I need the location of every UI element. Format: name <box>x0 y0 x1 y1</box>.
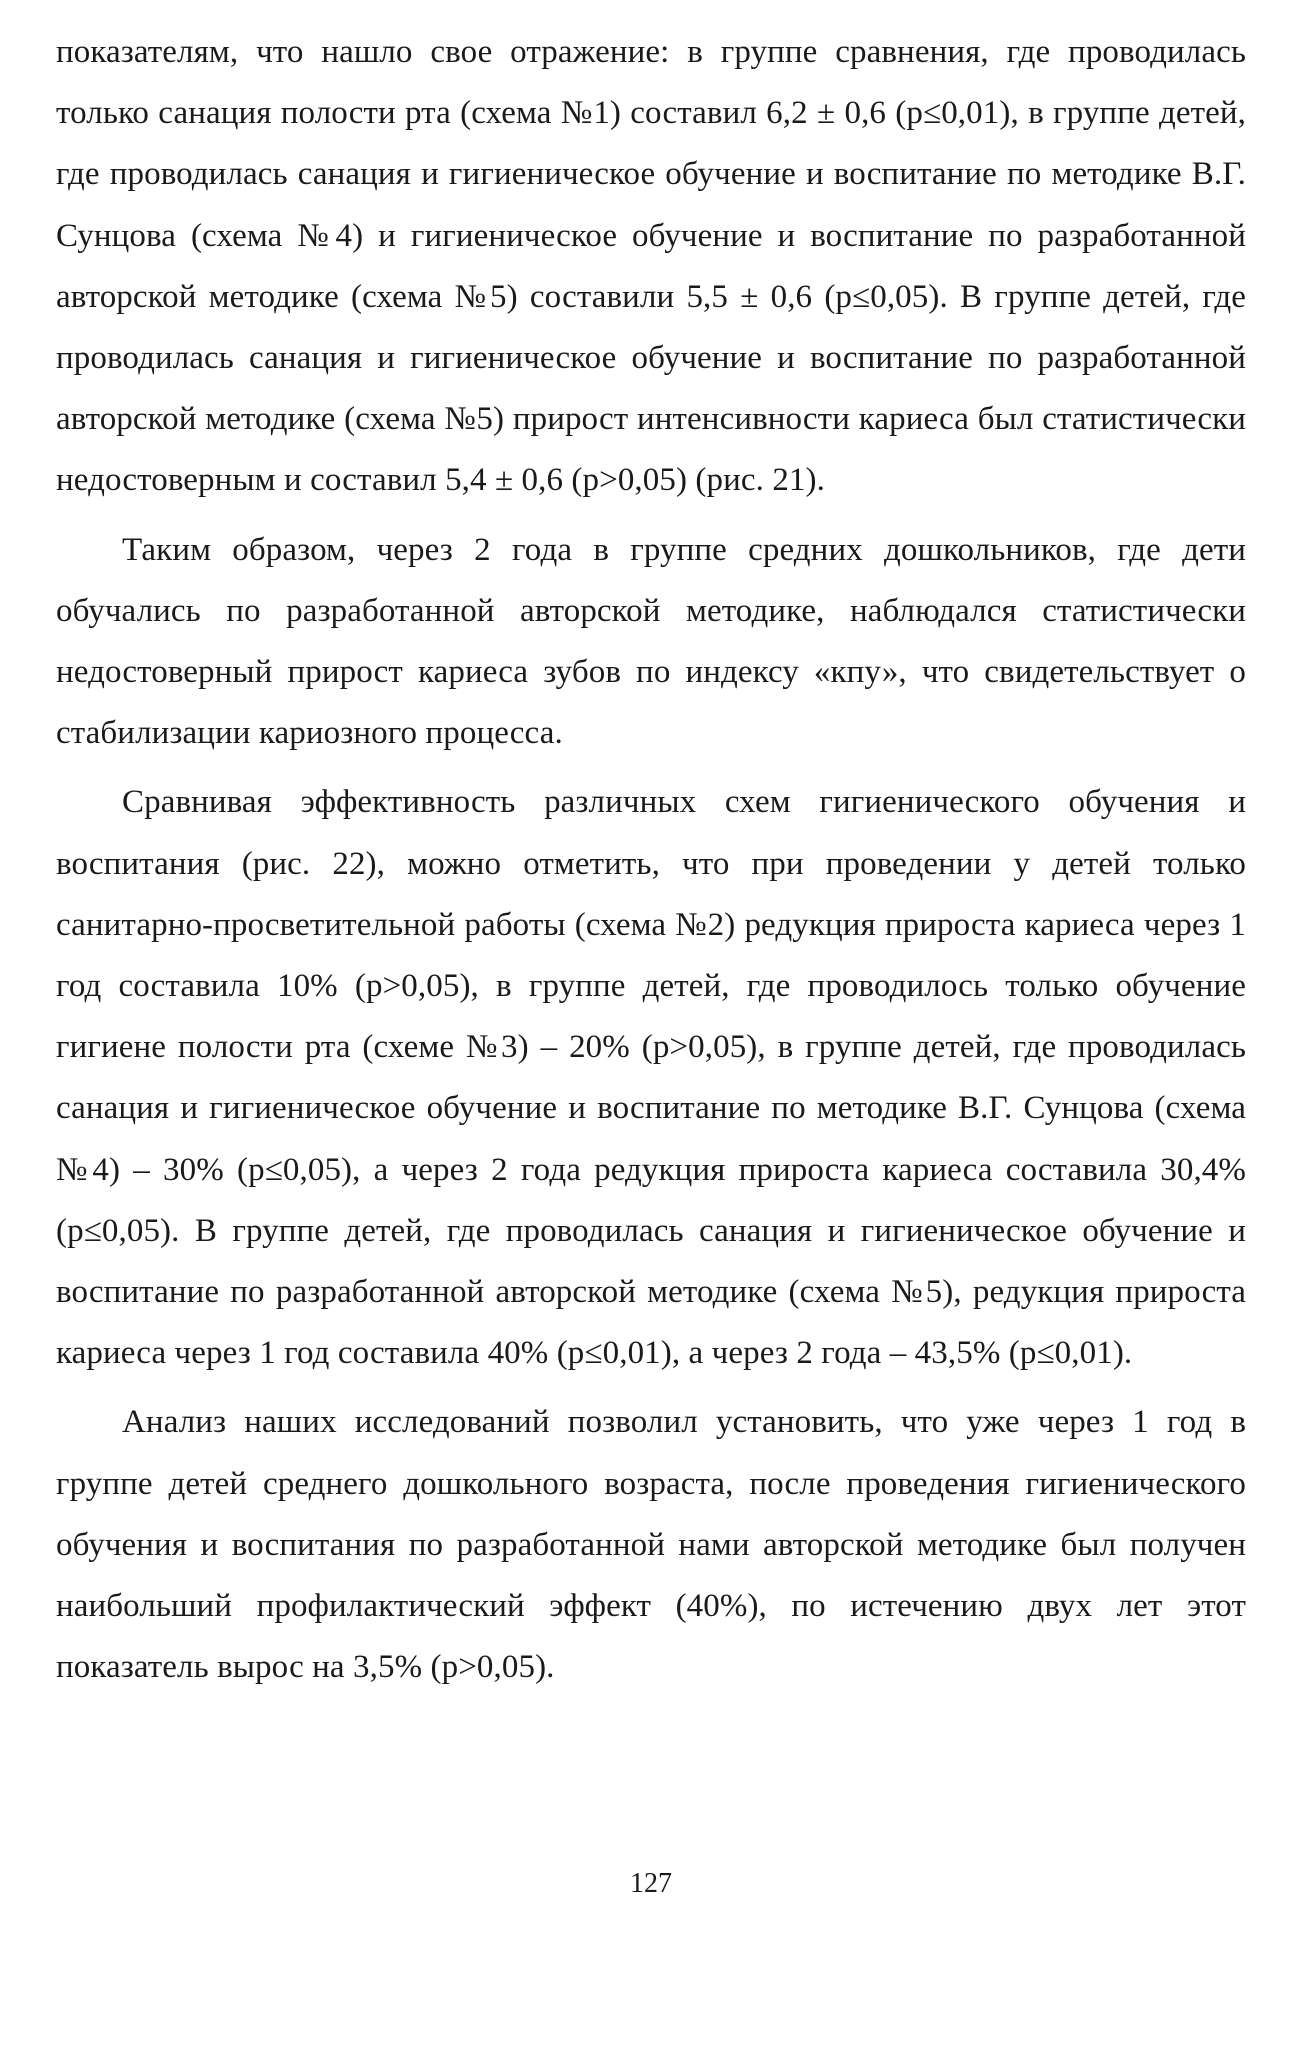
page-number: 127 <box>630 1868 672 1899</box>
paragraph-continuation: показателям, что нашло свое отражение: в группе сравнения, где проводилась только санация полости рта (схема №1) составил 6,2 ± 0,6 (p≤0,01), в группе детей, где проводилась санация и гигиеническое обучение и воспитание по методике В.Г. Сунцова (схема №4) и гигиеническое обучение и воспитание по разработанной авторской методике (схема №5) составили 5,5 ± 0,6 (p≤0,05). В группе детей, где проводилась санация и гигиеническое обучение и воспитание по разработанной авторской методике (схема №5) прирост интенсивности кариеса был статистически недостоверным и составил 5,4 ± 0,6 (p>0,05) (рис. 21). <box>56 34 1246 499</box>
body-text <box>56 22 1246 1698</box>
paragraph-analysis: Анализ наших исследований позволил установить, что уже через 1 год в группе детей среднего дошкольного возраста, после проведения гигиенического обучения и воспитания по разработанной нами авторской методике был получен наибольший профилактический эффект (40%), по истечению двух лет этот показатель вырос на 3,5% (p>0,05). <box>56 1404 1246 1686</box>
paragraph-conclusion: Таким образом, через 2 года в группе средних дошкольников, где дети обучались по разработанной авторской методике, наблюдался статистически недостоверный прирост кариеса зубов по индексу «кпу», что свидетельствует о стабилизации кариозного процесса. <box>56 531 1246 752</box>
paragraph-comparison: Сравнивая эффективность различных схем гигиенического обучения и воспитания (рис. 22), можно отметить, что при проведении у детей только санитарно-просветительной работы (схема №2) редукция прироста кариеса через 1 год составила 10% (p>0,05), в группе детей, где проводилось только обучение гигиене полости рта (схеме №3) – 20% (p>0,05), в группе детей, где проводилась санация и гигиеническое обучение и воспитание по методике В.Г. Сунцова (схема №4) – 30% (p≤0,05), а через 2 года редукция прироста кариеса составила 30,4% (p≤0,05). В группе детей, где проводилась санация и гигиеническое обучение и воспитание по разработанной авторской методике (схема №5), редукция прироста кариеса через 1 год составила 40% (p≤0,01), а через 2 года – 43,5% (p≤0,01). <box>56 784 1246 1372</box>
